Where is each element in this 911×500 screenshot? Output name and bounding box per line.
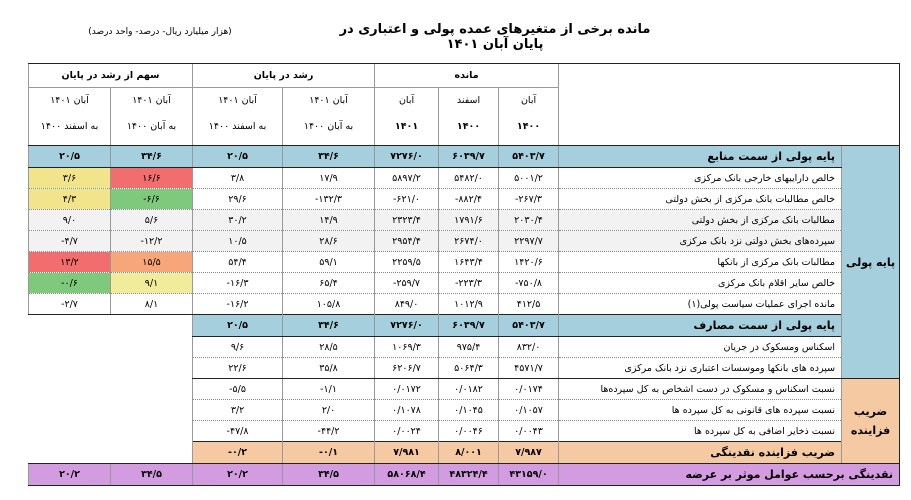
header-col-aban: آبان bbox=[375, 88, 439, 114]
row-label: خالص داراییهای خارجی بانک مرکزی bbox=[559, 168, 842, 189]
header-year-1400-aban: ۱۴۰۰ bbox=[499, 114, 559, 140]
table-row: ۹/۶ ۲۸/۵ ۱۰۶۹/۳ ۹۷۵/۴ ۸۳۲/۰ اسکناس ومسکوک در جریان bbox=[29, 337, 900, 358]
header-row-groups bbox=[29, 64, 900, 88]
table-row: -۲/۷ ۸/۱ -۱۶/۲ ۱۰۵/۸ ۸۴۹/۰ ۱۰۱۲/۹ ۴۱۲/۵ مانده اجرای عملیات سیاست پولی(۱) bbox=[29, 294, 900, 315]
table-row: -۴/۷ -۱۲/۲ ۱۰/۵ ۲۸/۶ ۲۹۵۴/۴ ۲۶۷۴/۰ ۲۲۹۷/۷ سپرده‌های بخش دولتی نزد بانک مرکزی bbox=[29, 231, 900, 252]
table-row: ۴/۳ -۶/۶ ۲۹/۶ -۱۳۲/۳ -۶۲۱/۰ -۸۸۲/۴ -۲۶۷/۳ خالص مطالبات بانک مرکزی از بخش دولتی bbox=[29, 189, 900, 210]
header-share-growth: سهم از رشد در پایان bbox=[29, 64, 193, 88]
header-share-col-b: آبان ۱۴۰۱ bbox=[111, 88, 193, 114]
header-growth: رشد در پایان bbox=[193, 64, 375, 88]
table-row: ۲۰/۲ ۳۴/۵ ۲۰/۲ ۳۴/۵ ۵۸۰۶۸/۴ ۴۸۳۲۴/۴ ۴۳۱۵۹/۰ نقدینگی برحسب عوامل موثر بر عرضه bbox=[29, 464, 900, 486]
table-row: ۳/۶ ۱۶/۶ ۳/۸ ۱۷/۹ ۵۸۹۷/۲ ۵۴۸۲/۰ ۵۰۰۱/۲ خالص داراییهای خارجی بانک مرکزی bbox=[29, 168, 900, 189]
table-row: -۴۷/۸ -۴۴/۲ ۰/۰۰۲۴ ۰/۰۰۴۶ ۰/۰۰۴۳ نسبت ذخایر اضافی به کل سپرده ها bbox=[29, 421, 900, 442]
table-row: ۹/۰ ۵/۶ ۳۰/۲ ۱۴/۹ ۲۳۲۳/۴ ۱۷۹۱/۶ ۲۰۳۰/۴ مطالبات بانک مرکزی از بخش دولتی bbox=[29, 210, 900, 231]
side-label-multiplier bbox=[842, 379, 900, 464]
table-row: -۵/۵ -۱/۱ ۰/۰۱۷۲ ۰/۰۱۸۲ ۰/۰۱۷۴ نسبت اسکناس و مسکوک در دست اشخاص به کل سپرده‌ها ضریب فزاینده bbox=[29, 379, 900, 400]
table-row: -۰/۶ ۹/۱ -۱۶/۳ ۶۵/۴ -۲۵۹/۷ -۲۲۳/۳ -۷۵۰/۸ خالص سایر اقلام بانک مرکزی bbox=[29, 273, 900, 294]
row-label: پایه پولی از سمت منابع bbox=[559, 146, 842, 168]
side-label-base-money: پایه پولی bbox=[842, 146, 900, 379]
header-growth-col-a: آبان ۱۴۰۱ bbox=[193, 88, 283, 114]
table-row: ۱۳/۲ ۱۵/۵ ۵۴/۴ ۵۹/۱ ۲۲۵۹/۵ ۱۶۴۳/۴ ۱۴۲۰/۶ مطالبات بانک مرکزی از بانکها bbox=[29, 252, 900, 273]
row-label: ضریب فزاینده نقدینگی bbox=[559, 442, 842, 464]
row-label: مطالبات بانک مرکزی از بخش دولتی bbox=[559, 210, 842, 231]
header-col-esfand: اسفند bbox=[439, 88, 499, 114]
table-row: ۲۰/۵ ۳۴/۶ ۷۲۷۶/۰ ۶۰۳۹/۷ ۵۴۰۳/۷ پایه پولی از سمت مصارف bbox=[29, 315, 900, 337]
header-balance: مانده bbox=[375, 64, 559, 88]
row-label: نسبت سپرده های قانونی به کل سپرده ها bbox=[559, 400, 842, 421]
side-label-multiplier-line1: ضریب bbox=[853, 405, 888, 418]
row-label: نسبت اسکناس و مسکوک در دست اشخاص به کل سپرده‌ها bbox=[559, 379, 842, 400]
row-label: پایه پولی از سمت مصارف bbox=[559, 315, 842, 337]
header-year-1400-esfand: ۱۴۰۰ bbox=[439, 114, 499, 140]
header-share-col-a: آبان ۱۴۰۱ bbox=[29, 88, 111, 114]
header-blank-label bbox=[559, 64, 842, 146]
monetary-table bbox=[28, 63, 900, 486]
header-growth-vs-aban: به آبان ۱۴۰۰ bbox=[283, 114, 375, 140]
header-year-1401: ۱۴۰۱ bbox=[375, 114, 439, 140]
header-blank-side bbox=[842, 64, 900, 146]
table-row: ۲۰/۵ ۳۴/۶ ۲۰/۵ ۳۴/۶ ۷۲۷۶/۰ ۶۰۳۹/۷ ۵۴۰۳/۷ پایه پولی از سمت منابع پایه پولی bbox=[29, 146, 900, 168]
table-row: ۳/۲ ۲/۰ ۰/۱۰۷۸ ۰/۱۰۴۵ ۰/۱۰۵۷ نسبت سپرده های قانونی به کل سپرده ها bbox=[29, 400, 900, 421]
row-label: سپرده‌های بخش دولتی نزد بانک مرکزی bbox=[559, 231, 842, 252]
row-label: مطالبات بانک مرکزی از بانکها bbox=[559, 252, 842, 273]
unit-note: (هزار میلیارد ریال- درصد- واحد درصد) bbox=[88, 27, 232, 37]
header-col-aban-prev: آبان bbox=[499, 88, 559, 114]
table-row: ۲۲/۶ ۳۵/۸ ۶۲۰۶/۷ ۵۰۶۴/۳ ۴۵۷۱/۷ سپرده های بانکها وموسسات اعتباری نزد بانک مرکزی bbox=[29, 358, 900, 379]
header-growth-vs-esfand: به اسفند ۱۴۰۰ bbox=[193, 114, 283, 140]
row-label: خالص مطالبات بانک مرکزی از بخش دولتی bbox=[559, 189, 842, 210]
header-share-vs-esfand: به اسفند ۱۴۰۰ bbox=[29, 114, 111, 140]
table-row: -۰/۲ -۰/۱ ۷/۹۸۱ ۸/۰۰۱ ۷/۹۸۷ ضریب فزاینده نقدینگی bbox=[29, 442, 900, 464]
side-label-multiplier-line2: فزاینده bbox=[850, 424, 891, 437]
header-share-vs-aban: به آبان ۱۴۰۰ bbox=[111, 114, 193, 140]
row-label: خالص سایر اقلام بانک مرکزی bbox=[559, 273, 842, 294]
table-title: مانده برخی از متغیرهای عمده پولی و اعتباری در پایان آبان ۱۴۰۱ bbox=[339, 22, 651, 52]
row-label: نسبت ذخایر اضافی به کل سپرده ها bbox=[559, 421, 842, 442]
row-label: اسکناس ومسکوک در جریان bbox=[559, 337, 842, 358]
row-label: مانده اجرای عملیات سیاست پولی(۱) bbox=[559, 294, 842, 315]
row-label: سپرده های بانکها وموسسات اعتباری نزد بانک مرکزی bbox=[559, 358, 842, 379]
header-growth-col-b: آبان ۱۴۰۱ bbox=[283, 88, 375, 114]
row-label: نقدینگی برحسب عوامل موثر بر عرضه bbox=[559, 464, 900, 486]
